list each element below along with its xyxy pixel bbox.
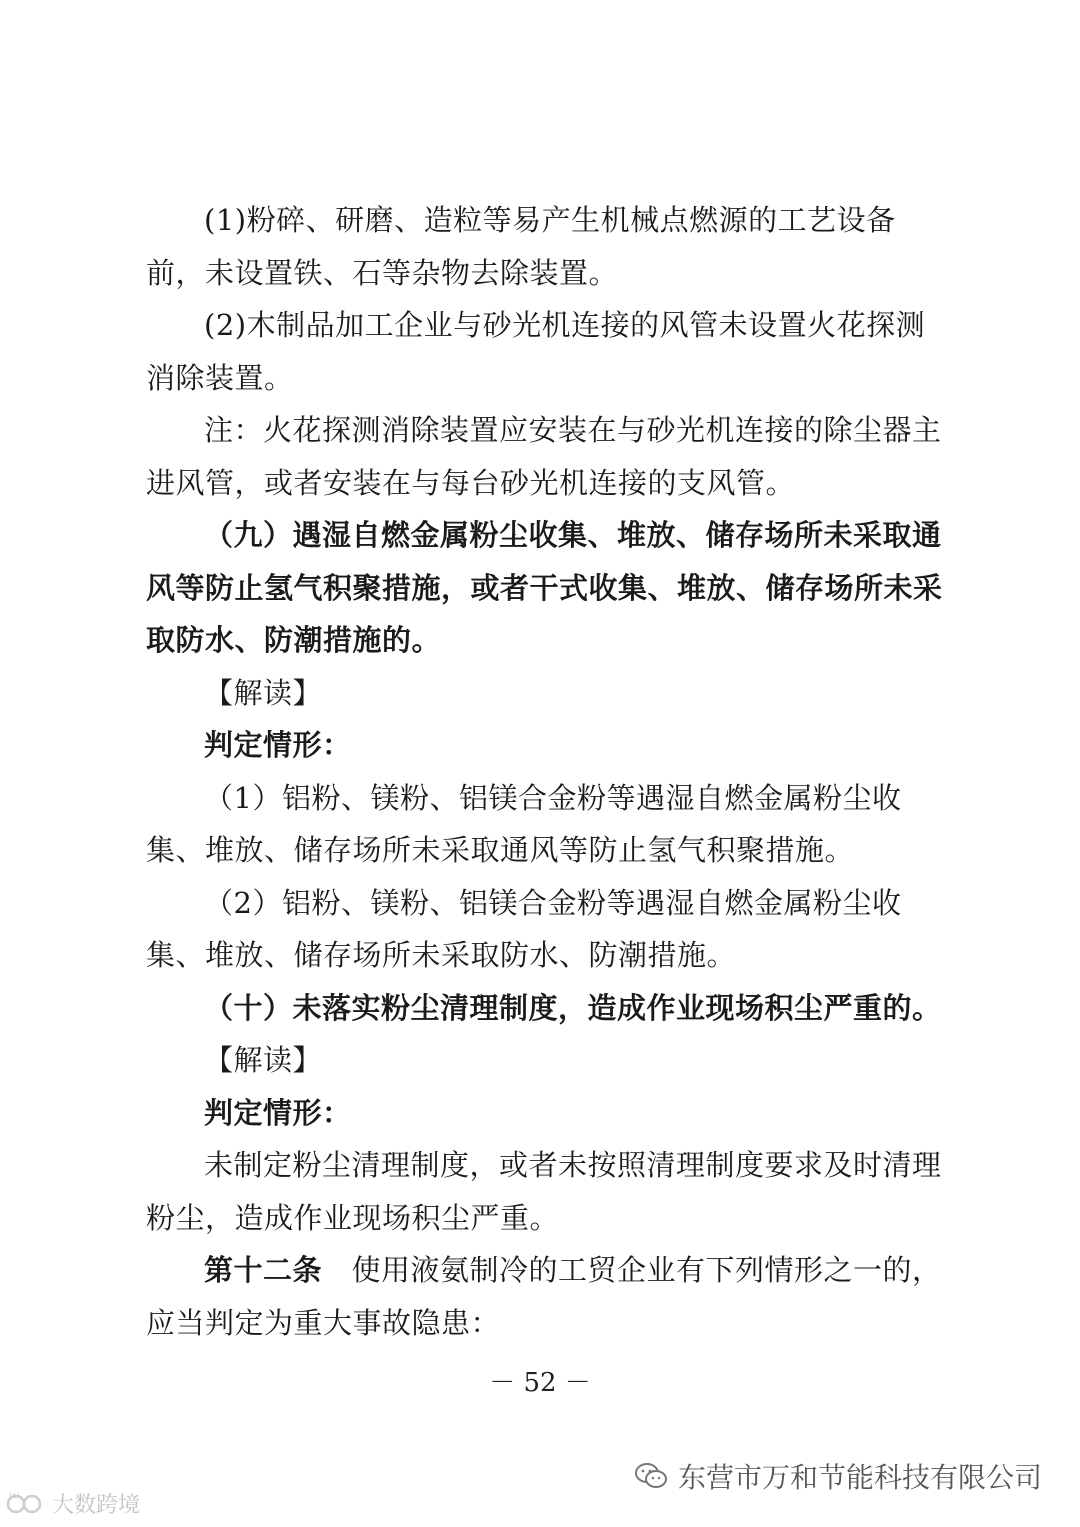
paragraph-10-1: 未制定粉尘清理制度，或者未按照清理制度要求及时清理粉尘，造成作业现场积尘严重。 <box>146 1148 942 1235</box>
determination-label: 判定情形： <box>204 728 352 762</box>
note-paragraph: 注：火花探测消除装置应安装在与砂光机连接的除尘器主进风管，或者安装在与每台砂光机连接的支风管。 <box>146 413 942 500</box>
watermark-left-text: 大数跨境 <box>52 1493 141 1518</box>
paragraph-9-1: （1）铝粉、镁粉、铝镁合金粉等遇湿自燃金属粉尘收集、堆放、储存场所未采取通风等防止氢气积聚措施。 <box>146 780 902 867</box>
paragraph-2: (2)木制品加工企业与砂光机连接的风管未设置火花探测消除装置。 <box>146 308 926 395</box>
watermark-right <box>634 1456 1042 1496</box>
page-number: － 52 － <box>489 1368 591 1398</box>
wechat-icon <box>634 1461 668 1491</box>
interpretation-label: 【解读】 <box>204 1043 323 1077</box>
interpretation-label: 【解读】 <box>204 675 323 710</box>
article-number: 第十二条 <box>204 1253 323 1287</box>
watermark-right-text: 东营市万和节能科技有限公司 <box>677 1461 1042 1494</box>
watermark-left <box>6 1488 140 1519</box>
logo-icon <box>6 1490 46 1518</box>
paragraph-9-2: （2）铝粉、镁粉、铝镁合金粉等遇湿自燃金属粉尘收集、堆放、储存场所未采取防水、防潮措施。 <box>146 885 902 972</box>
article-12-paragraph <box>146 1244 946 1349</box>
clause-9-heading: （九）遇湿自燃金属粉尘收集、堆放、储存场所未采取通风等防止氢气积聚措施，或者干式收集、堆放、储存场所未采取防水、防潮措施的。 <box>146 518 943 657</box>
paragraph-1: (1)粉碎、研磨、造粒等易产生机械点燃源的工艺设备前，未设置铁、石等杂物去除装置。 <box>146 203 896 290</box>
article-text: 使用液氨制冷的工贸企业有下列情形之一的，应当判定为重大事故隐患： <box>146 1253 942 1340</box>
determination-label: 判定情形： <box>204 1095 352 1130</box>
clause-10-heading: （十）未落实粉尘清理制度，造成作业现场积尘严重的。 <box>204 990 942 1025</box>
document-body <box>146 194 946 1349</box>
svg-text:(c): (c) <box>9 1490 20 1500</box>
